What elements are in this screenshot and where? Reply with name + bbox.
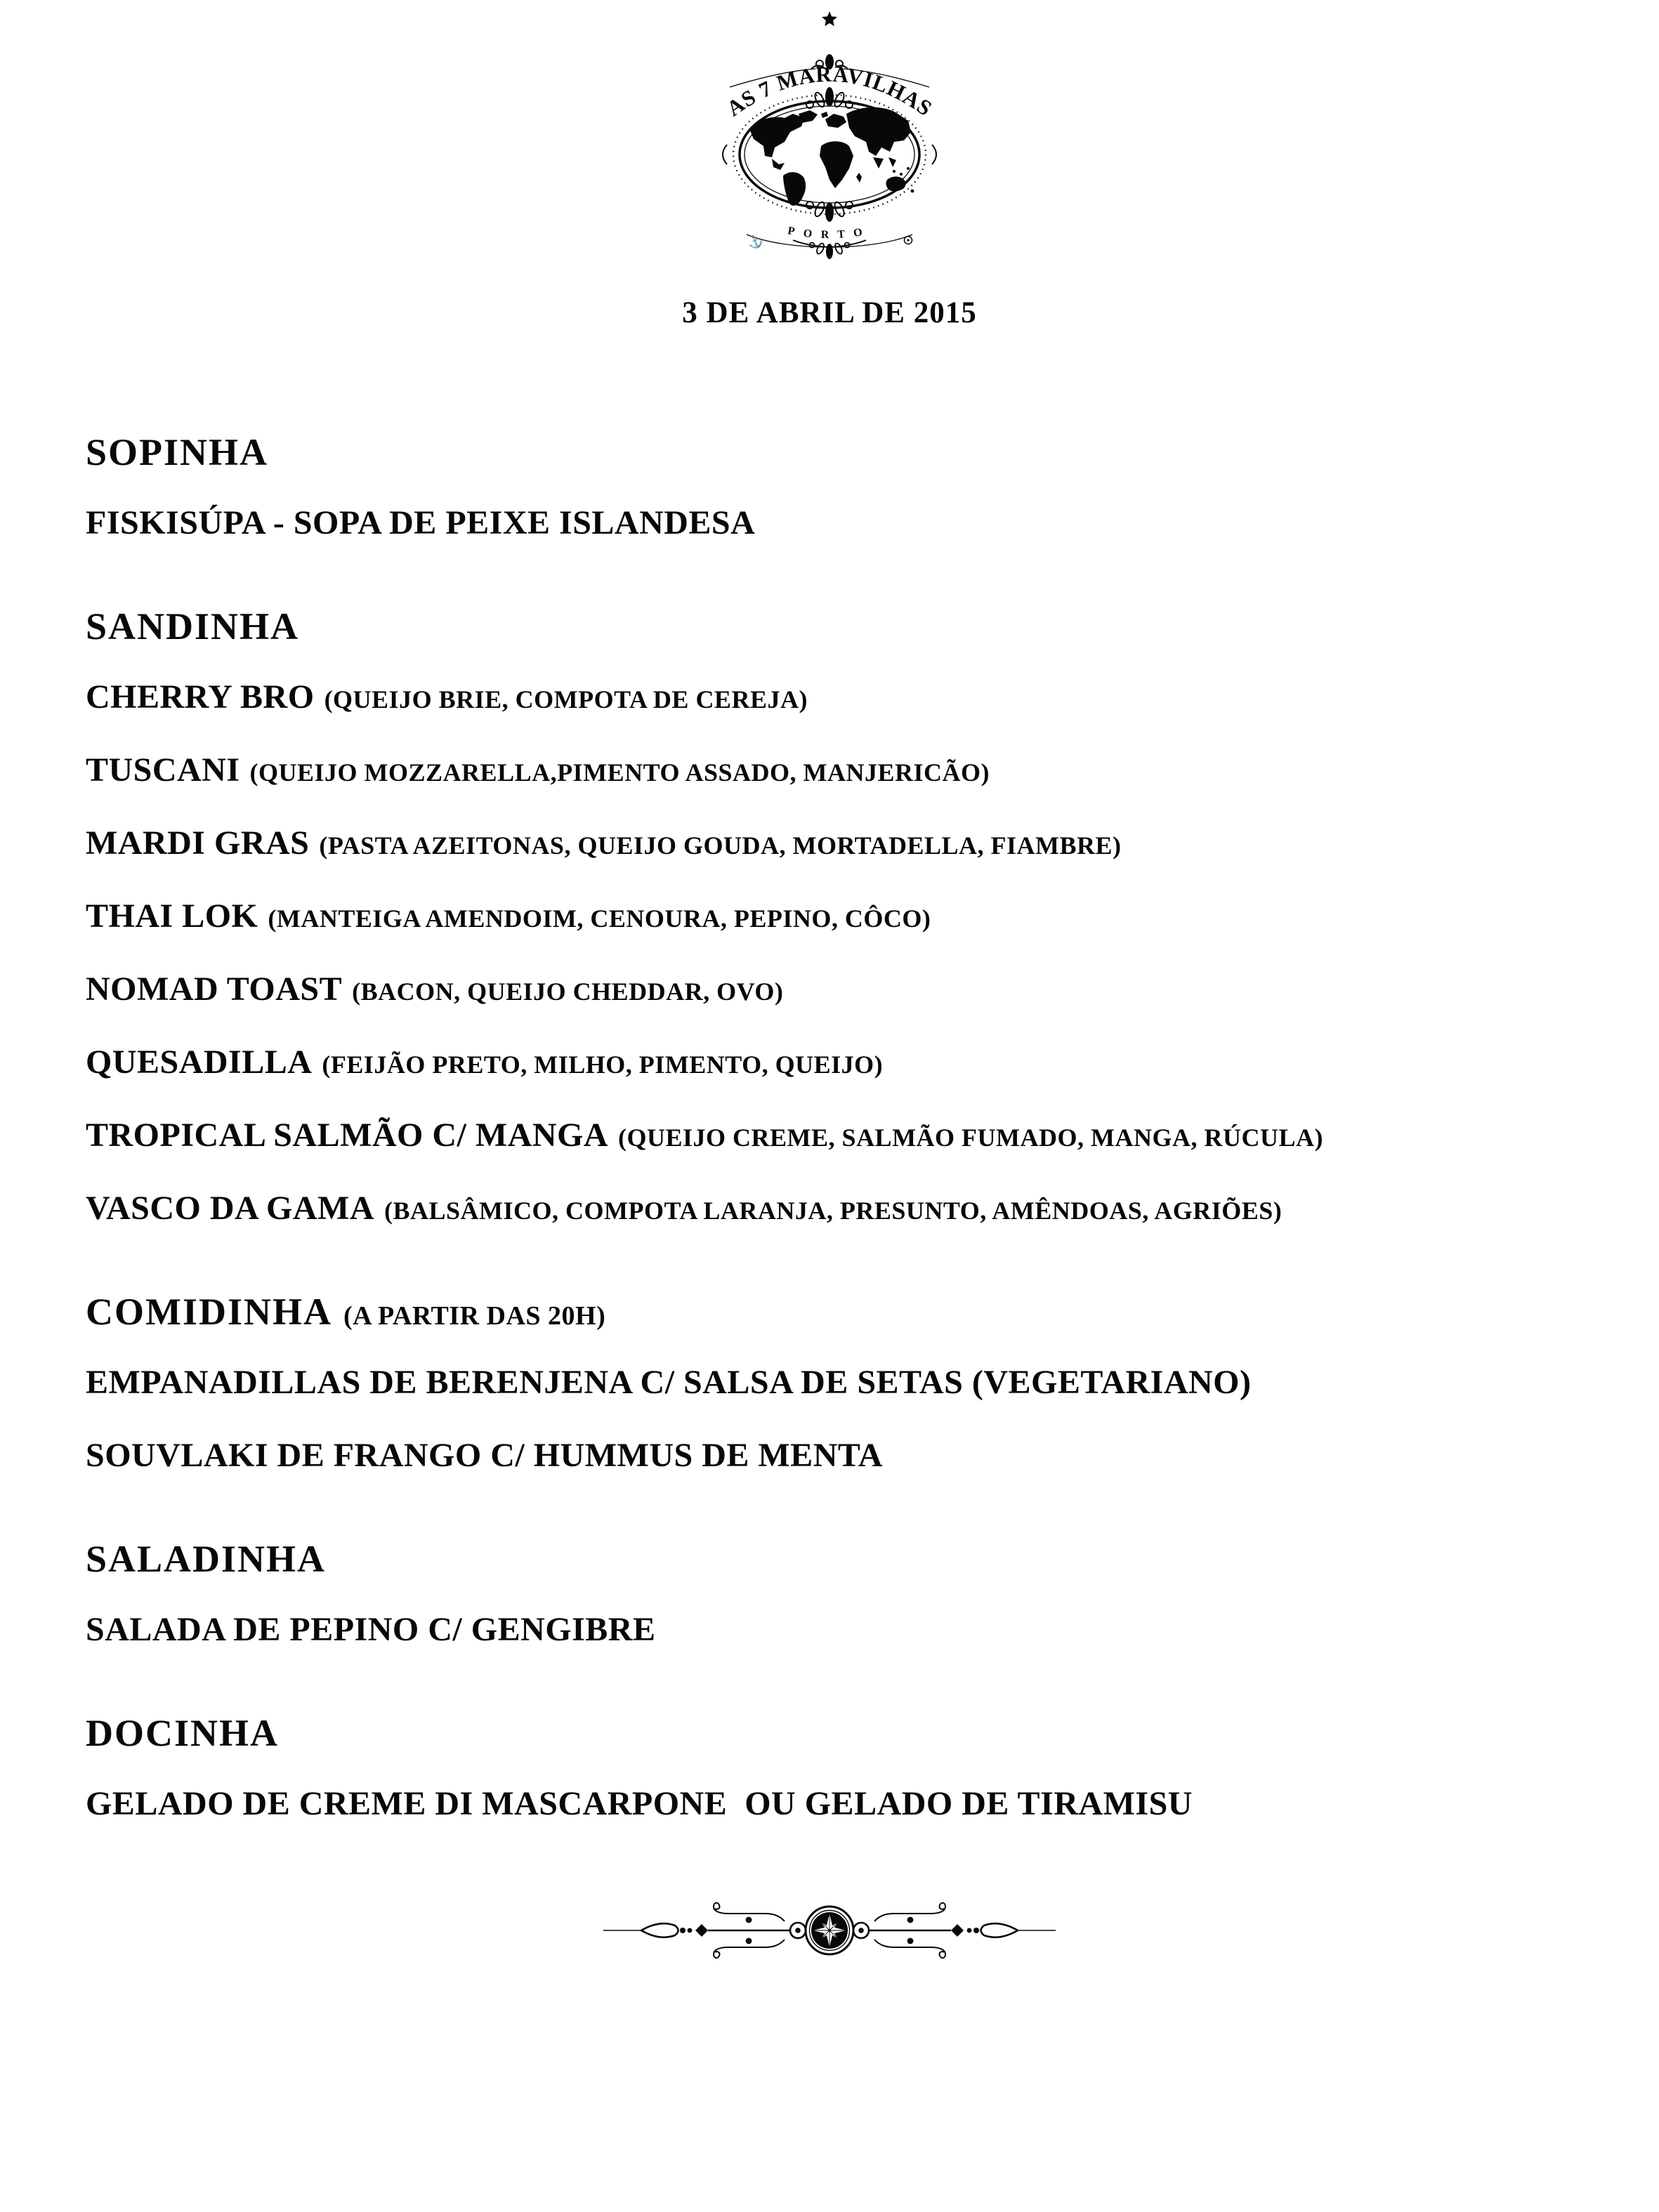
menu-item [86, 1439, 1589, 1473]
compass-divider-icon [598, 1888, 1061, 1973]
logo-arc-title: AS 7 MARAVILHAS [722, 61, 937, 121]
palmette-top-icon [806, 87, 853, 108]
item-name: GELADO DE CREME DI MASCARPONE OU GELADO DE TIRAMISU [86, 1785, 1193, 1822]
footer-divider [0, 1888, 1659, 1973]
menu [0, 433, 1659, 1821]
item-name: TUSCANI [86, 751, 240, 789]
section-title: SANDINHA [86, 605, 300, 647]
menu-section [86, 1540, 1589, 1647]
section-header [86, 1293, 1589, 1331]
item-desc: (PASTA AZEITONAS, QUEIJO GOUDA, MORTADELLA, FIAMBRE) [319, 831, 1122, 860]
item-name: NOMAD TOAST [86, 970, 343, 1008]
section-title-suffix: (A PARTIR DAS 20H) [343, 1301, 606, 1331]
menu-item [86, 506, 1589, 540]
section-header [86, 1540, 1589, 1578]
menu-item [86, 824, 1589, 862]
section-header [86, 607, 1589, 645]
menu-item [86, 897, 1589, 935]
menu-item [86, 753, 1589, 787]
logo-emblem [710, 8, 949, 274]
section-header [86, 1714, 1589, 1752]
item-name: SOUVLAKI DE FRANGO C/ HUMMUS DE MENTA [86, 1437, 883, 1474]
section-title: SOPINHA [86, 431, 269, 473]
menu-section [86, 1714, 1589, 1821]
menu-item [86, 1787, 1589, 1821]
item-name: CHERRY BRO [86, 678, 315, 716]
menu-item [86, 680, 1589, 714]
menu-date: 3 DE ABRIL DE 2015 [682, 296, 977, 329]
item-name: TROPICAL SALMÃO C/ MANGA [86, 1117, 609, 1154]
item-name: SALADA DE PEPINO C/ GENGIBRE [86, 1611, 656, 1648]
menu-item [86, 1046, 1589, 1079]
star-icon [822, 11, 837, 26]
menu-item [86, 1192, 1589, 1225]
menu-item [86, 1613, 1589, 1647]
item-name: MARDI GRAS [86, 824, 310, 862]
section-header [86, 433, 1589, 471]
item-desc: (QUEIJO CREME, SALMÃO FUMADO, MANGA, RÚCULA) [618, 1124, 1323, 1152]
item-desc: (QUEIJO BRIE, COMPOTA DE CEREJA) [324, 685, 808, 713]
menu-section [86, 1293, 1589, 1473]
section-title: DOCINHA [86, 1712, 280, 1754]
item-name: THAI LOK [86, 897, 258, 935]
item-name: QUESADILLA [86, 1044, 313, 1081]
item-name: FISKISÚPA - SOPA DE PEIXE ISLANDESA [86, 504, 756, 541]
item-desc: (BACON, QUEIJO CHEDDAR, OVO) [352, 977, 784, 1006]
item-desc: (QUEIJO MOZZARELLA,PIMENTO ASSADO, MANJERICÃO) [249, 758, 990, 786]
item-desc: (MANTEIGA AMENDOIM, CENOURA, PEPINO, CÔCO) [268, 904, 931, 933]
rosette-icon [905, 237, 912, 244]
item-desc: (FEIJÃO PRETO, MILHO, PIMENTO, QUEIJO) [322, 1051, 884, 1079]
item-name: EMPANADILLAS DE BERENJENA C/ SALSA DE SETAS (VEGETARIANO) [86, 1364, 1252, 1401]
anchor-icon: ⚓ [745, 232, 766, 251]
restaurant-logo [0, 0, 1659, 274]
logo-city: PORTO [787, 225, 872, 242]
menu-item [86, 1366, 1589, 1400]
menu-section [86, 607, 1589, 1225]
section-title: COMIDINHA [86, 1291, 332, 1333]
palmette-bottom-icon [806, 201, 853, 222]
menu-item [86, 1119, 1589, 1152]
menu-item [86, 970, 1589, 1008]
item-desc: (BALSÂMICO, COMPOTA LARANJA, PRESUNTO, AMÊNDOAS, AGRIÕES) [383, 1197, 1283, 1225]
compass-rose-icon [806, 1907, 853, 1954]
item-name: VASCO DA GAMA [86, 1190, 374, 1227]
section-title: SALADINHA [86, 1538, 327, 1580]
menu-section [86, 433, 1589, 540]
